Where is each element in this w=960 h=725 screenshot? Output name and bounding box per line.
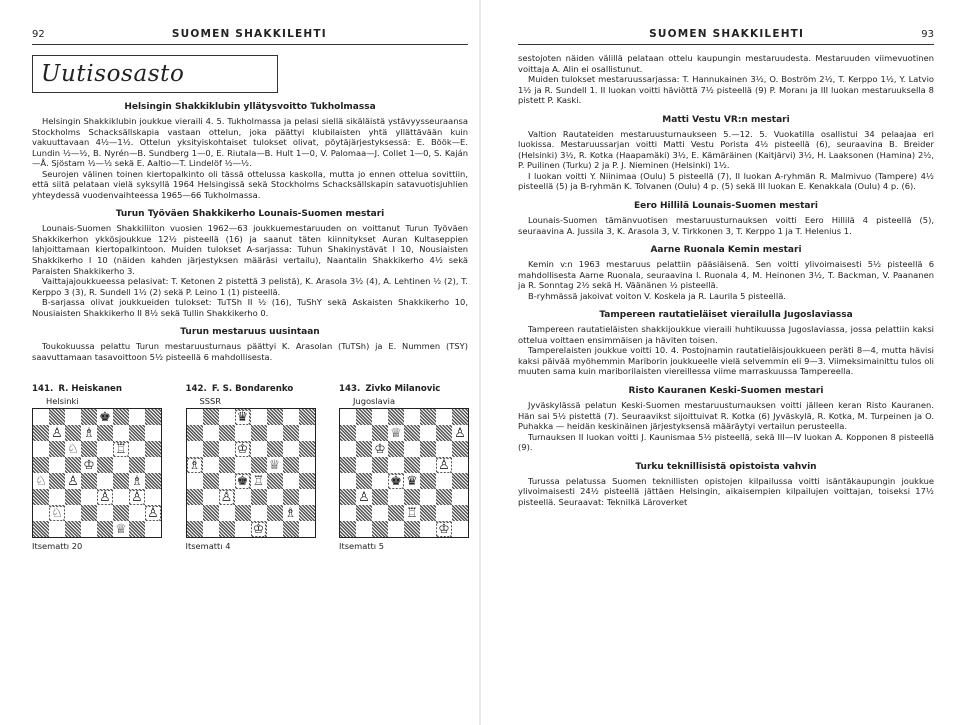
- board-square: [65, 457, 81, 473]
- chess-piece: ♔: [374, 441, 386, 457]
- chess-piece: ♔: [83, 457, 95, 473]
- board-square: [187, 489, 203, 505]
- board-square: [81, 521, 97, 537]
- board-square: [187, 441, 203, 457]
- right-page-number: 93: [921, 29, 934, 40]
- board-square: [129, 425, 145, 441]
- board-square: [340, 505, 356, 521]
- chess-piece: ♚: [99, 409, 111, 425]
- board-square: [340, 425, 356, 441]
- article-heading: Eero Hillilä Lounais-Suomen mestari: [634, 201, 818, 212]
- board-square: [299, 441, 315, 457]
- board-square: [97, 425, 113, 441]
- board-square: [113, 409, 129, 425]
- board-square: [219, 425, 235, 441]
- board-square: [340, 521, 356, 537]
- diagram-place: Jugoslavia: [353, 396, 396, 407]
- chess-piece: ♕: [268, 457, 281, 473]
- board-square: [97, 489, 113, 505]
- board-square: [388, 489, 404, 505]
- board-square: [145, 441, 161, 457]
- board-square: [113, 425, 129, 441]
- board-square: [113, 441, 129, 457]
- board-square: [145, 457, 161, 473]
- board-square: [219, 409, 235, 425]
- diagram-author: Zivko Milanovic: [365, 384, 441, 395]
- board-square: [49, 489, 65, 505]
- board-square: [145, 505, 161, 521]
- left-running-head: SUOMEN SHAKKILEHTI: [171, 28, 327, 40]
- chess-diagrams: [32, 376, 468, 551]
- board-square: [251, 409, 267, 425]
- board-square: [267, 473, 283, 489]
- chess-piece: ♗: [188, 457, 201, 473]
- diagram-caption: Itsemattı 4: [185, 541, 231, 552]
- board-square: [388, 425, 404, 441]
- board-square: [129, 441, 145, 457]
- board-square: [372, 409, 388, 425]
- board-square: [129, 489, 145, 505]
- header-rule: [518, 44, 934, 45]
- board-square: [404, 457, 420, 473]
- board-square: [436, 425, 452, 441]
- board-square: [283, 409, 299, 425]
- board-square: [267, 505, 283, 521]
- board-square: [65, 473, 81, 489]
- article-body: [518, 324, 934, 377]
- diagram-caption: Itsemattı 20: [32, 541, 83, 552]
- board-square: [113, 473, 129, 489]
- article-body: [518, 53, 934, 106]
- board-square: [187, 425, 203, 441]
- board-square: [436, 457, 452, 473]
- board-square: [452, 457, 468, 473]
- board-square: [251, 505, 267, 521]
- chess-piece: ♙: [220, 489, 233, 505]
- board-square: [436, 441, 452, 457]
- board-square: [113, 457, 129, 473]
- board-square: [340, 441, 356, 457]
- board-square: [267, 489, 283, 505]
- board-square: [404, 505, 420, 521]
- board-square: [436, 505, 452, 521]
- article-body: [518, 259, 934, 301]
- board-square: [81, 457, 97, 473]
- board-square: [33, 521, 49, 537]
- diagram-number: 143.: [339, 384, 361, 395]
- board-square: [420, 521, 436, 537]
- board-square: [235, 441, 251, 457]
- board-square: [404, 409, 420, 425]
- board-square: [235, 521, 251, 537]
- board-square: [420, 505, 436, 521]
- chess-piece: ♗: [131, 473, 143, 489]
- board-square: [203, 409, 219, 425]
- board-square: [388, 457, 404, 473]
- board-square: [283, 505, 299, 521]
- board-square: [113, 505, 129, 521]
- chess-diagram: [339, 376, 468, 551]
- board-square: [452, 505, 468, 521]
- board-square: [356, 425, 372, 441]
- diagram-number: 141.: [32, 384, 54, 395]
- board-square: [113, 489, 129, 505]
- board-square: [129, 457, 145, 473]
- board-square: [356, 521, 372, 537]
- paragraph: Kemin v:n 1963 mestaruus pelattiin pääsiäisenä. Sen voitti ylivoimaisesti 5½ pisteellä 6 mahdollisesta Aarne Ruonala, seuraavina I. Ruonala 4, M. Heinonen 3½, T. Backman, V. Paananen ja R. Sonntag 2½ sekä H. Väänänen ½ pisteellä.: [518, 259, 934, 291]
- paragraph: Valtion Rautateiden mestaruusturnaukseen 5.—12. 5. Vuokatilla osallistui 34 pelaajaa eri luokissa. Mestaruussarjan voitti Matti Vestu Porista 4½ pisteellä (6), seuraavina B. Breider (Helsinki) 3½, R. Kotka (Haapamäki) 3½, E. Kämäräinen (Kaitjärvi) 3½, H. Laaksonen (Hamina) 2½, P. Puilinen (Turku) 2 ja P. J. Nieminen (Helsinki) 1½.: [518, 128, 934, 171]
- board-square: [283, 473, 299, 489]
- board-square: [81, 441, 97, 457]
- left-page-number: 92: [32, 29, 45, 40]
- paragraph: Tamperelaisten joukkue voitti 10. 4. Postojnamin rautatieläisjoukkueen peräti 8—4, mutta hävisi kaksi päivää myöhemmin Mariborin joukkueelle vielä selvemmin eli 9—3. Viimeksimainittu tulos oli muuten sama kuin mariborilaisten viereillessa viime marraskuussa Tampereella.: [518, 345, 934, 377]
- chess-piece: ♙: [131, 489, 143, 505]
- article-body: [518, 215, 934, 236]
- chess-piece: ♚: [236, 473, 249, 489]
- left-page-header: [32, 28, 468, 40]
- article-heading: Matti Vestu VR:n mestari: [662, 114, 790, 125]
- board-square: [436, 473, 452, 489]
- chess-piece: ♙: [454, 425, 466, 441]
- board-square: [251, 521, 267, 537]
- paragraph: Vaittajajoukkueessa pelasivat: T. Ketonen 2 pistettä 3 pelistä), K. Arasola 3½ (4), A. Lehtinen ½ (2), T. Kerppo 3 (3), R. Sundell 1½ (2) sekä P. Leino 1 (1) pisteellä.: [32, 276, 468, 297]
- board-square: [340, 473, 356, 489]
- board-square: [356, 409, 372, 425]
- board-square: [388, 441, 404, 457]
- board-square: [299, 505, 315, 521]
- chess-board: [32, 408, 162, 538]
- paragraph: Turnauksen II luokan voitti J. Kaunismaa 5½ pisteellä, sekä III—IV luokan A. Kopponen 8 pisteellä (9).: [518, 431, 934, 453]
- board-square: [251, 489, 267, 505]
- article-heading: Turun mestaruus uusintaan: [180, 327, 320, 338]
- diagram-author: F. S. Bondarenko: [211, 384, 294, 395]
- board-square: [340, 457, 356, 473]
- right-page: [480, 0, 960, 725]
- board-square: [49, 457, 65, 473]
- board-square: [33, 473, 49, 489]
- article-heading: Helsingin Shakkiklubin yllätysvoitto Tukholmassa: [124, 102, 376, 112]
- board-square: [49, 473, 65, 489]
- board-square: [203, 457, 219, 473]
- board-square: [235, 425, 251, 441]
- board-square: [65, 409, 81, 425]
- paragraph: Toukokuussa pelattu Turun mestaruusturnaus päättyi K. Arasolan (TuTSh) ja E. Nummen (TSY) saavuttamaan tasavoittoon 5½ pisteellä 6 mahdollisesta.: [32, 341, 468, 362]
- article-heading: Turun Työväen Shakkikerho Lounais-Suomen mestari: [115, 209, 385, 220]
- board-square: [356, 489, 372, 505]
- board-square: [129, 505, 145, 521]
- board-square: [420, 457, 436, 473]
- paragraph: I luokan voitti Y. Niinimaa (Oulu) 5 pisteellä (7), II luokan A-ryhmän R. Malmivuo (Tampere) 4½ pisteellä (5) ja B-ryhmän K. Tolvanen (Oulu) 4 p. (5) sekä III luokan E. Kenakkala (Oulu) 4 p. (6).: [518, 170, 934, 192]
- board-square: [235, 457, 251, 473]
- board-square: [283, 521, 299, 537]
- board-square: [283, 489, 299, 505]
- article-body: [32, 116, 468, 200]
- chess-piece: ♖: [406, 505, 418, 521]
- paragraph: Lounais-Suomen tämänvuotisen mestaruusturnauksen voitti Eero Hillilä 4 pisteellä (5), seuraavina A. Jussila 3, K. Arasola 3, V. Tirkkonen 3, T. Kerppo 1 ja T. Helenius 1.: [518, 215, 934, 236]
- board-square: [203, 521, 219, 537]
- board-square: [372, 441, 388, 457]
- board-square: [235, 409, 251, 425]
- paragraph: Turussa pelatussa Suomen teknillisten opistojen kilpailussa voitti isäntäkaupungin joukkue ylivoimaisesti 24½ pisteellä jättäen Helsingin, aikaisempien kilpailujen voittajan, toiseksi 17½ pisteellä. Seuraavat: Teknilkä Läroverket: [518, 475, 934, 507]
- board-square: [219, 473, 235, 489]
- board-square: [372, 425, 388, 441]
- board-square: [420, 473, 436, 489]
- board-square: [145, 425, 161, 441]
- board-square: [113, 521, 129, 537]
- paragraph: Seurojen välinen toinen kiertopalkinto oli tässä ottelussa kaskolla, mutta jo ennen ottelua sovittiin, että siitä pelataan vielä syksyllä 1964 Helsingissä sekä Stockholms Schacksällskapin satavuotisjuhlien yhteydessä vuodenvaihteessa 1965—66 Tukholmassa.: [32, 168, 468, 200]
- board-square: [203, 489, 219, 505]
- header-rule: [32, 44, 468, 45]
- paragraph: Helsingin Shakkiklubin joukkue vieraili 4. 5. Tukholmassa ja pelasi siellä sikäläistä ystävyysseuraansa Stockholms Schacksällskapia vastaan ottelun, joka päättyi klubilaisten yhtä yllättävään kuin vakuuttavaan 4½—1½. Ottelun yksityiskohtaiset tulokset olivat, pöytäjärjestyksessä: E. Böök—E. Lundin ½—½, B. Nyrén—B. Sundberg 1—0, E. Riutala—B. Hult 1—0, V. Palomaa—J. Collet 1—0, S. Kaján—Å. Sjöstam ½—½ sekä E. Aaltio—T. Lindelöf ½—½.: [32, 116, 468, 169]
- chess-piece: ♙: [67, 473, 79, 489]
- paragraph: Jyväskylässä pelatun Keski-Suomen mestaruusturnauksen voitti jälleen keran Risto Kauranen. Hän sai 5½ pistettä (7). Seuraavikst sijoittuivat R. Kotka (6) Jyväskylä, R. Kotka, M. Turpeinen ja O. Puhakka — heidän keskinäinen järjestyksensä määräytyi vertailun perusteella.: [518, 400, 934, 432]
- paragraph: B-sarjassa olivat joukkueiden tulokset: TuTSh II ½ (16), TuShY sekä Askaisten Shakkikerho 10, Nousiaisten Shakkikerho II 8½ sekä Tullin Shakkikerho 0.: [32, 297, 468, 318]
- article-body: [32, 223, 468, 318]
- article-body: [32, 341, 468, 362]
- board-square: [404, 473, 420, 489]
- diagram-place: SSSR: [199, 396, 222, 407]
- board-square: [267, 457, 283, 473]
- board-square: [283, 425, 299, 441]
- board-square: [81, 473, 97, 489]
- board-square: [420, 425, 436, 441]
- board-square: [129, 473, 145, 489]
- board-square: [299, 521, 315, 537]
- board-square: [340, 489, 356, 505]
- board-square: [372, 521, 388, 537]
- board-square: [267, 409, 283, 425]
- right-running-head: SUOMEN SHAKKILEHTI: [649, 28, 805, 40]
- board-square: [187, 473, 203, 489]
- board-square: [219, 505, 235, 521]
- board-square: [372, 489, 388, 505]
- board-square: [452, 425, 468, 441]
- board-square: [452, 441, 468, 457]
- chess-piece: ♙: [358, 489, 370, 505]
- board-square: [356, 441, 372, 457]
- paragraph: sestojoten näiden välillä pelataan ottelu kaupungin mestaruudesta. Mestaruuden viimevuotinen voittaja A. Alin ei osallistunut.: [518, 53, 934, 74]
- board-square: [372, 457, 388, 473]
- board-square: [436, 521, 452, 537]
- board-square: [299, 457, 315, 473]
- board-square: [187, 505, 203, 521]
- board-square: [356, 505, 372, 521]
- chess-diagram: [186, 376, 315, 551]
- chess-piece: ♗: [284, 505, 297, 521]
- board-square: [283, 441, 299, 457]
- board-square: [235, 505, 251, 521]
- chess-piece: ♕: [115, 521, 127, 537]
- board-square: [420, 409, 436, 425]
- board-square: [356, 457, 372, 473]
- board-square: [33, 441, 49, 457]
- board-square: [203, 473, 219, 489]
- board-square: [420, 441, 436, 457]
- board-square: [452, 489, 468, 505]
- chess-piece: ♔: [252, 521, 265, 537]
- board-square: [299, 425, 315, 441]
- board-square: [267, 521, 283, 537]
- article-body: [518, 476, 934, 508]
- board-square: [145, 489, 161, 505]
- board-square: [388, 505, 404, 521]
- board-square: [388, 409, 404, 425]
- board-square: [49, 505, 65, 521]
- board-square: [65, 505, 81, 521]
- board-square: [388, 521, 404, 537]
- board-square: [356, 473, 372, 489]
- chess-piece: ♘: [35, 473, 47, 489]
- board-square: [251, 425, 267, 441]
- board-square: [145, 521, 161, 537]
- board-square: [81, 505, 97, 521]
- board-square: [219, 489, 235, 505]
- board-square: [97, 409, 113, 425]
- board-square: [251, 441, 267, 457]
- board-square: [187, 457, 203, 473]
- board-square: [251, 473, 267, 489]
- board-square: [452, 473, 468, 489]
- board-square: [65, 441, 81, 457]
- board-square: [49, 425, 65, 441]
- board-square: [49, 409, 65, 425]
- board-square: [235, 473, 251, 489]
- board-square: [372, 473, 388, 489]
- board-square: [97, 505, 113, 521]
- paragraph: Tampereen rautatieläisten shakkijoukkue vieraili huhtikuussa Jugoslaviassa, jossa pelattiin kaksi ottelua voittaen ensimmäisen ja häviten toisen.: [518, 324, 934, 345]
- chess-piece: ♛: [406, 473, 418, 489]
- article-body: [518, 400, 934, 453]
- board-square: [283, 457, 299, 473]
- board-square: [33, 425, 49, 441]
- diagram-author: R. Heiskanen: [58, 384, 123, 395]
- chess-piece: ♙: [438, 457, 450, 473]
- board-square: [81, 489, 97, 505]
- board-square: [97, 521, 113, 537]
- board-square: [235, 489, 251, 505]
- article-body: [518, 129, 934, 192]
- right-page-header: [518, 28, 934, 40]
- board-square: [219, 441, 235, 457]
- board-square: [267, 425, 283, 441]
- board-square: [299, 473, 315, 489]
- board-square: [49, 441, 65, 457]
- paragraph: B-ryhmässä jakoivat voiton V. Koskela ja R. Laurila 5 pisteellä.: [528, 290, 786, 301]
- board-square: [203, 505, 219, 521]
- chess-piece: ♙: [51, 425, 63, 441]
- board-square: [452, 521, 468, 537]
- board-square: [299, 409, 315, 425]
- chess-piece: ♚: [390, 473, 402, 489]
- board-square: [97, 457, 113, 473]
- board-square: [203, 441, 219, 457]
- board-square: [97, 441, 113, 457]
- board-square: [404, 425, 420, 441]
- chess-piece: ♕: [390, 425, 402, 441]
- chess-piece: ♗: [83, 425, 95, 441]
- chess-board: [186, 408, 316, 538]
- board-square: [219, 457, 235, 473]
- chess-piece: ♔: [236, 441, 249, 457]
- board-square: [436, 489, 452, 505]
- board-square: [33, 505, 49, 521]
- article-heading: Turku teknillisistä opistoista vahvin: [635, 461, 817, 472]
- article-heading: Risto Kauranen Keski-Suomen mestari: [628, 386, 824, 397]
- board-square: [81, 425, 97, 441]
- chess-diagram: [32, 376, 161, 551]
- board-square: [145, 473, 161, 489]
- chess-piece: ♘: [67, 441, 79, 457]
- diagram-caption: Itsemattı 5: [339, 541, 385, 552]
- board-square: [404, 441, 420, 457]
- article-heading: Aarne Ruonala Kemin mestari: [650, 245, 802, 256]
- article-heading: Tampereen rautatieläiset vierailulla Jugoslaviassa: [599, 310, 853, 321]
- board-square: [65, 489, 81, 505]
- chess-piece: ♖: [252, 473, 265, 489]
- board-square: [129, 521, 145, 537]
- board-square: [145, 409, 161, 425]
- board-square: [129, 409, 145, 425]
- board-square: [388, 473, 404, 489]
- chess-piece: ♙: [147, 505, 159, 521]
- chess-piece: ♙: [99, 489, 111, 505]
- board-square: [65, 425, 81, 441]
- board-square: [340, 409, 356, 425]
- board-square: [299, 489, 315, 505]
- chess-piece: ♘: [51, 505, 63, 521]
- board-square: [436, 409, 452, 425]
- board-square: [404, 521, 420, 537]
- chess-piece: ♛: [236, 409, 249, 425]
- board-square: [49, 521, 65, 537]
- chess-piece: ♔: [438, 521, 450, 537]
- board-square: [81, 409, 97, 425]
- paragraph: Muiden tulokset mestaruussarjassa: T. Hannukainen 3½, O. Boström 2½, T. Kerppo 1½, Y. Latvio 1½ ja R. Sundell 1. II luokan voitti häviöttä 7½ pisteellä (9) P. Moranı ja III luokan mestaruuksella 8 pistett P. Kaski.: [518, 74, 934, 106]
- board-square: [33, 457, 49, 473]
- board-square: [33, 489, 49, 505]
- board-square: [420, 489, 436, 505]
- chess-piece: ♖: [115, 441, 127, 457]
- diagram-number: 142.: [185, 384, 207, 395]
- board-square: [187, 409, 203, 425]
- board-square: [219, 521, 235, 537]
- board-square: [372, 505, 388, 521]
- section-title: Uutisosasto: [32, 55, 278, 93]
- board-square: [452, 409, 468, 425]
- board-square: [187, 521, 203, 537]
- board-square: [267, 441, 283, 457]
- board-square: [33, 409, 49, 425]
- board-square: [97, 473, 113, 489]
- paragraph: Lounais-Suomen Shakkiliiton vuosien 1962—63 joukkuemestaruuden on voittanut Turun Työväen Shakkikerhon ykkösjoukkue 12½ pisteellä (16) ja saanut täten kiinnitykset Auran Kultaseppien lahjoittamaan kiertopalkintoon. Muiden tulokset A-sarjassa: Tuhun Shakinystävät I 10, Nousiaisten Shakkikerho I 10 (näiden kahden järjestyksen määräsi vertailu), Naantalin Shakkikerho 4½ sekä Paraisten Shakkikerho 3.: [32, 223, 468, 276]
- board-square: [65, 521, 81, 537]
- diagram-place: Helsinki: [46, 396, 79, 407]
- board-square: [404, 489, 420, 505]
- board-square: [251, 457, 267, 473]
- chess-board: [339, 408, 469, 538]
- board-square: [203, 425, 219, 441]
